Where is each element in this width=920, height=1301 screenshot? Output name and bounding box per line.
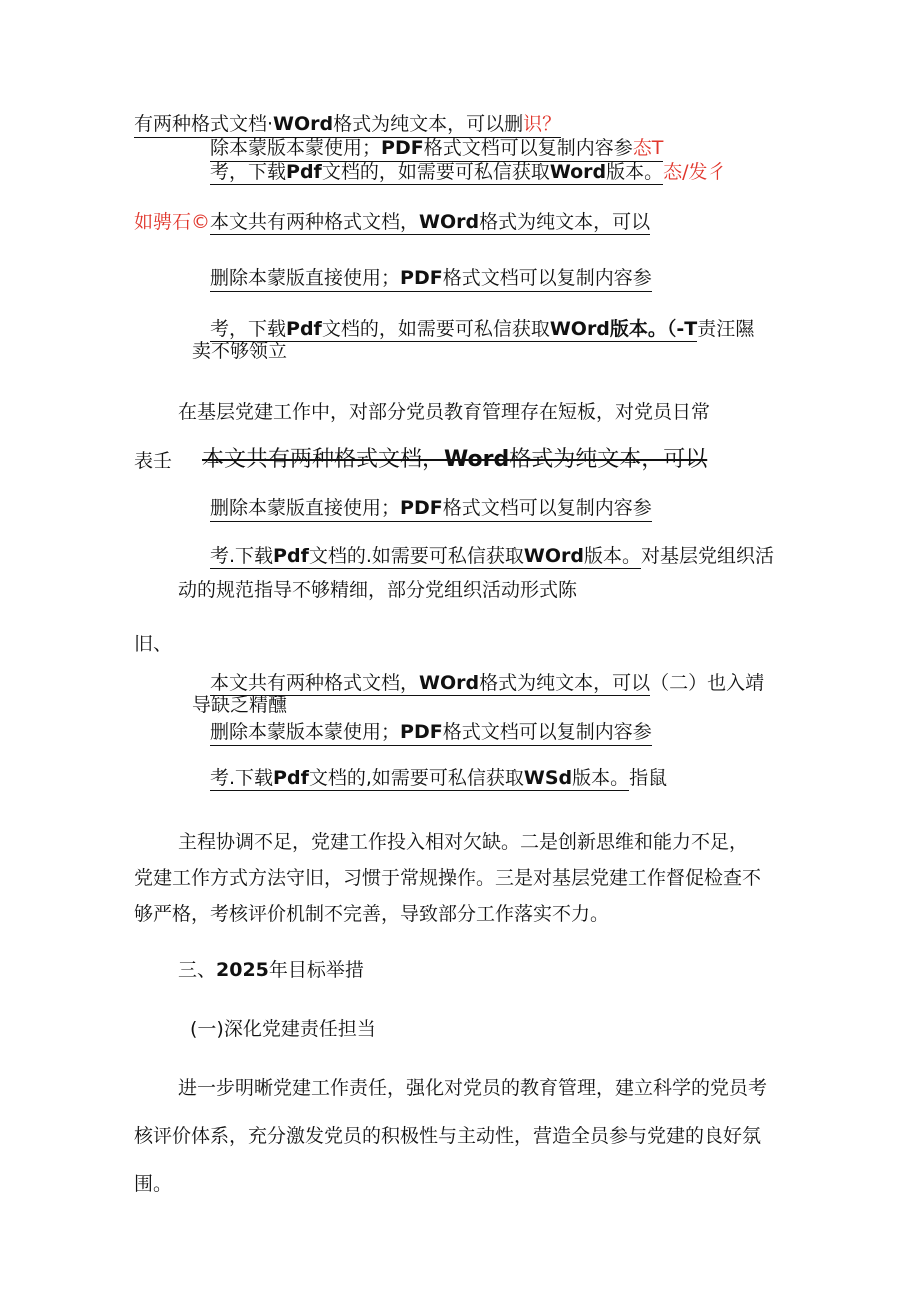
watermark-line-14 (210, 671, 764, 695)
red-text-fragment: 识？ (523, 113, 562, 135)
paragraph-2-line-3: 围。 (134, 1173, 173, 1195)
text-fragment: Word (444, 447, 510, 472)
text-fragment: WSd (523, 767, 573, 789)
watermark-line-5 (210, 266, 652, 292)
text-fragment: WOrd (549, 318, 610, 340)
text-fragment: 考，下载 (210, 318, 287, 340)
text-fragment: 删除本蒙版本蒙使用； (210, 721, 401, 743)
text-fragment: 表壬 (134, 450, 173, 472)
text-fragment: 版本。 (572, 767, 630, 789)
text-fragment: 本文共有两种格式文档， (210, 211, 420, 233)
text-fragment: 版本。 (606, 161, 664, 183)
text-fragment: 对基层党组织活 (641, 545, 775, 567)
text-fragment: 年目标举措 (268, 959, 364, 981)
paragraph-2-line-1: 进一步明晰党建工作责任，强化对党员的教育管理，建立科学的党员考 (178, 1077, 768, 1099)
watermark-line-9 (134, 449, 172, 473)
text-fragment: 版本。（-T (609, 318, 698, 340)
watermark-line-3 (210, 160, 727, 184)
text-fragment: 文档的，如需要可私信获取 (321, 318, 550, 340)
text-fragment: 格式为纯文本，可以 (509, 447, 708, 472)
text-fragment: 删除本蒙版直接使用； (210, 497, 401, 519)
text-fragment: （二）也入靖 (650, 672, 765, 694)
watermark-line-11 (210, 544, 774, 568)
text-fragment: PDF (400, 497, 443, 519)
text-fragment: 本文共有两种格式文档， (210, 672, 420, 694)
text-fragment: 考，下载 (210, 161, 287, 183)
paragraph-1-line-3: 够严格，考核评价机制不完善，导致部分工作落实不力。 (134, 903, 610, 925)
paragraph-2-line-2: 核评价体系，充分激发党员的积极性与主动性，营造全员参与党建的良好氛 (134, 1125, 762, 1147)
watermark-line-4 (134, 210, 650, 234)
body-text-line: 在基层党建工作中，对部分党员教育管理存在短板，对党员日常 (178, 401, 711, 423)
text-line-7: 卖不够领立 (192, 340, 288, 362)
watermark-line-1 (134, 112, 561, 138)
text-fragment: 删除本蒙版直接使用； (210, 267, 401, 289)
text-fragment: PDF (381, 137, 424, 159)
text-fragment: 格式文档可以复制内容参 (442, 721, 652, 743)
subsection-heading: (一)深化党建责任担当 (190, 1018, 376, 1040)
section-heading (178, 958, 364, 982)
text-fragment: PDF (400, 267, 443, 289)
watermark-strike-line (202, 446, 707, 474)
red-text-fragment: 态T (632, 137, 664, 159)
text-fragment: 考.下载 (210, 545, 274, 567)
text-fragment: 有两种格式文档· (134, 113, 274, 135)
text-fragment: WOrd (273, 113, 334, 135)
watermark-line-16 (210, 720, 652, 746)
text-fragment: 除本蒙版本蒙使用； (210, 137, 382, 159)
text-fragment: Word (549, 161, 607, 183)
text-fragment: 格式为纯文本，可以 (479, 672, 651, 694)
text-fragment: WOrd (419, 211, 480, 233)
text-fragment: 格式为纯文本，可以删 (333, 113, 524, 135)
text-fragment: 格式文档可以复制内容参 (423, 137, 633, 159)
body-text-line: 旧、 (134, 633, 173, 655)
watermark-line-6 (210, 317, 754, 341)
text-fragment: 文档的,如需要可私信获取 (308, 767, 524, 789)
text-fragment: 考.下载 (210, 767, 274, 789)
text-fragment: 版本。 (583, 545, 641, 567)
text-fragment: WOrd (419, 672, 480, 694)
paragraph-1-line-1: 主程协调不足，党建工作投入相对欠缺。二是创新思维和能力不足， (178, 831, 749, 853)
text-fragment: WOrd (523, 545, 584, 567)
text-fragment: 本文共有两种格式文档， (202, 447, 445, 472)
red-text-fragment: 态/发彳 (663, 161, 727, 183)
text-fragment: 格式文档可以复制内容参 (442, 267, 652, 289)
watermark-line-17 (210, 766, 667, 790)
text-fragment: Pdf (286, 318, 322, 340)
text-fragment: 2025 (216, 959, 269, 981)
text-fragment: 责汪隰 (697, 318, 755, 340)
text-fragment: 文档的，如需要可私信获取 (321, 161, 550, 183)
text-fragment: Pdf (273, 545, 309, 567)
text-fragment: PDF (400, 721, 443, 743)
text-fragment: 文档的.如需要可私信获取 (308, 545, 524, 567)
text-fragment: Pdf (286, 161, 322, 183)
text-fragment: 指鼠 (629, 767, 668, 789)
watermark-line-10 (210, 496, 652, 522)
text-fragment: 三、 (178, 959, 217, 981)
body-text-line: 动的规范指导不够精细，部分党组织活动形式陈 (178, 579, 578, 601)
text-fragment: 格式为纯文本，可以 (479, 211, 651, 233)
watermark-line-2 (210, 136, 663, 162)
text-fragment: 格式文档可以复制内容参 (442, 497, 652, 519)
text-line-15: 导缺乏精醺 (192, 694, 288, 716)
paragraph-1-line-2: 党建工作方式方法守旧，习惯于常规操作。三是对基层党建工作督促检查不 (134, 867, 762, 889)
red-text-fragment: 如骋石© (134, 211, 211, 233)
text-fragment: Pdf (273, 767, 309, 789)
